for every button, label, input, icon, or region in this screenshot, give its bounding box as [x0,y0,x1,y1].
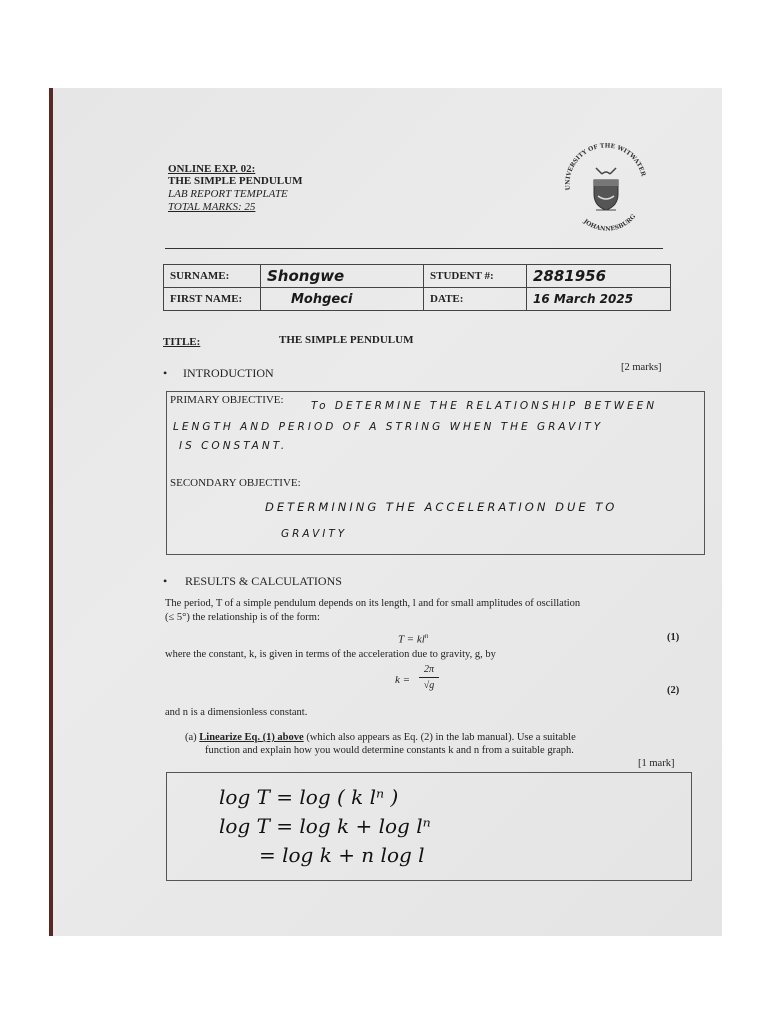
template-label: LAB REPORT TEMPLATE [168,188,288,200]
student-info-table [163,264,671,311]
header-divider [165,248,663,249]
answer-line3: = log k + n log l [259,843,425,867]
table-row [164,288,671,311]
primary-objective-line3: IS CONSTANT. [179,440,288,452]
secondary-objective-line2: GRAVITY [281,528,348,540]
svg-text:JOHANNESBURG [581,213,637,233]
secondary-objective-line1: DETERMINING THE ACCELERATION DUE TO [265,500,618,514]
university-logo [558,138,654,234]
date-value: 16 March 2025 [527,288,671,311]
title-value: THE SIMPLE PENDULUM [279,334,414,346]
results-para4: and n is a dimensionless constant. [165,707,308,718]
first-name-label: FIRST NAME: [164,288,261,311]
lab-report-page [49,88,722,936]
primary-objective-label: PRIMARY OBJECTIVE: [170,394,284,406]
secondary-objective-label: SECONDARY OBJECTIVE: [170,477,301,489]
introduction-heading: INTRODUCTION [183,366,274,380]
bullet-icon: • [163,366,168,380]
date-label: DATE: [424,288,527,311]
bullet-icon: • [163,574,168,588]
primary-objective-line2: LENGTH AND PERIOD OF A STRING WHEN THE GRAVITY [173,421,604,433]
equation-1-exponent: n [424,632,429,640]
equation-2-number: (2) [667,685,680,696]
results-para3: where the constant, k, is given in terms of the acceleration due to gravity, g, by [165,649,496,660]
answer-line1: log T = log ( k lⁿ ) [219,785,399,809]
exp-number: ONLINE EXP. 02: [168,163,256,175]
equation-1 [398,630,428,647]
surname-label: SURNAME: [164,265,261,288]
logo-bottom-text: JOHANNESBURG [582,213,638,233]
total-marks: TOTAL MARKS: 25 [168,201,256,213]
surname-value: Shongwe [261,265,424,288]
equation-2-numerator: 2π [423,664,434,675]
results-para2: (≤ 5°) the relationship is of the form: [165,612,320,623]
introduction-marks: [2 marks] [621,362,662,373]
question-a-bold: Linearize Eq. (1) above [199,732,304,743]
question-a-marks: [1 mark] [638,758,675,769]
title-label: TITLE: [163,336,201,348]
question-a-line2: function and explain how you would determine constants k and n from a suitable graph. [205,745,574,756]
objectives-box [166,391,705,555]
table-row [164,265,671,288]
logo-top-text: UNIVERSITY OF THE WITWATER [564,142,647,191]
results-para1: The period, T of a simple pendulum depends on its length, l and for small amplitudes of oscillation [165,598,581,609]
answer-line2: log T = log k + log lⁿ [219,814,431,838]
student-no-value: 2881956 [527,265,671,288]
question-a-rest: (which also appears as Eq. (2) in the lab manual). Use a suitable [303,732,576,743]
question-a [185,731,576,744]
equation-1-number: (1) [667,632,680,643]
equation-1-body: T = kl [398,633,425,646]
question-a-prefix: (a) [185,732,197,743]
doc-title: THE SIMPLE PENDULUM [168,175,303,187]
equation-2-lhs: k = [395,674,411,686]
primary-objective-line1: To DETERMINE THE RELATIONSHIP BETWEEN [311,400,658,412]
results-heading: RESULTS & CALCULATIONS [185,574,342,588]
equation-2-denominator: √g [423,680,435,691]
student-no-label: STUDENT #: [424,265,527,288]
fraction-bar [419,677,439,678]
first-name-value: Mohgeci [261,288,424,311]
